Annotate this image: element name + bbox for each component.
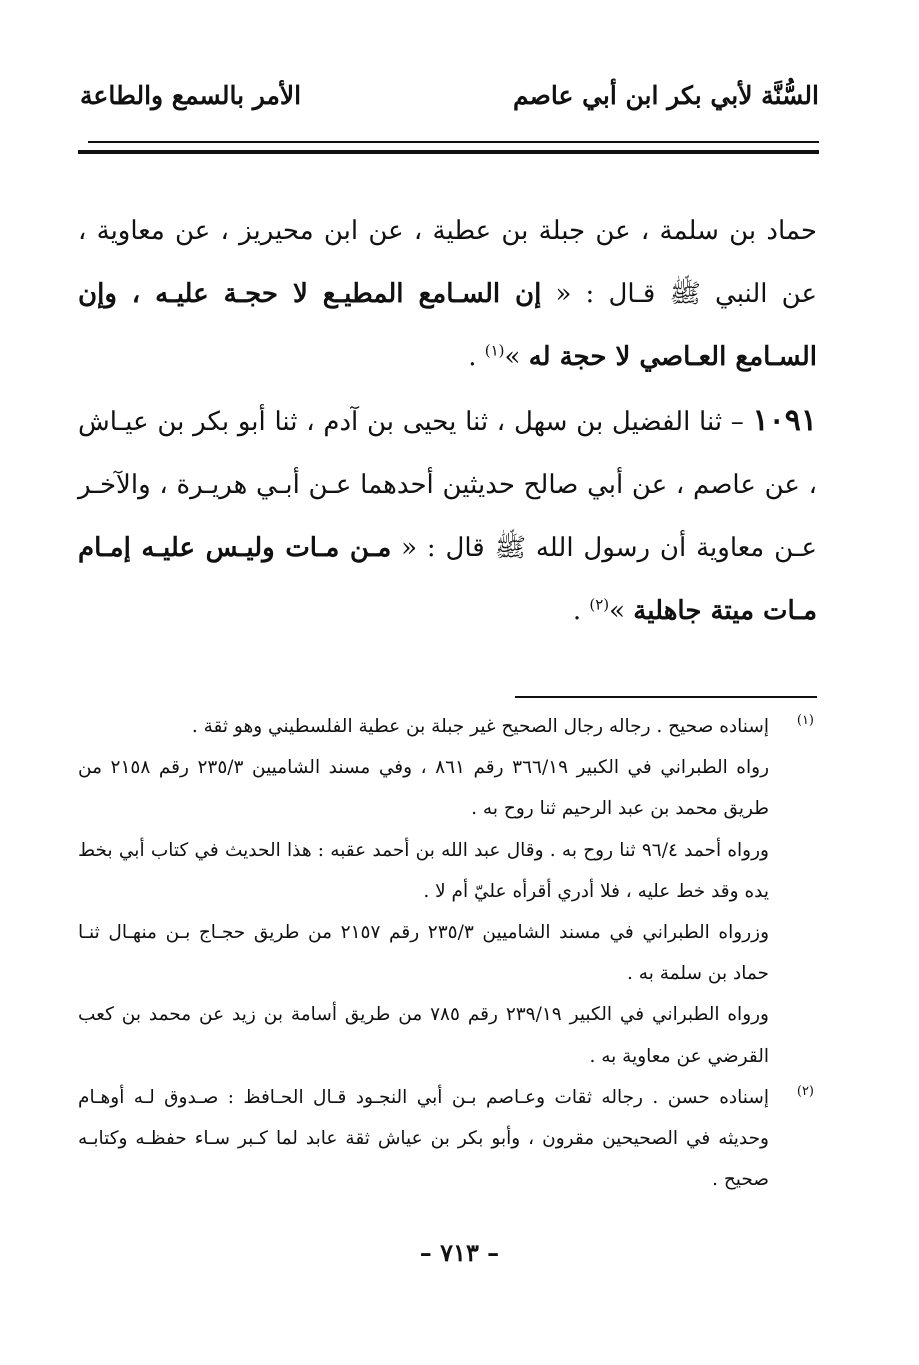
hadith-text-1: إن السـامع المطيـع لا حجـة عليـه ، وإن السـامع العـاصي لا حجة له	[78, 279, 817, 372]
footnote-line: رواه الطبراني في الكبير ٣٦٦/١٩ رقم ٨٦١ ، وفي مسند الشاميين ٢٣٥/٣ رقم ٢١٥٨ من طريق محمد بن عبد الرحيم ثنا روح به .	[78, 757, 770, 820]
footnote-2	[78, 1077, 814, 1201]
footnotes	[78, 706, 814, 1200]
hadith-number: ١٠٩١	[752, 403, 817, 438]
footnote-1	[78, 706, 814, 1077]
footnote-line: ورواه أحمد ٩٦/٤ ثنا روح به . وقال عبد الله بن أحمد عقبه : هذا الحديث في كتاب أبي بخط يده وقد خط عليه ، فلا أدري أقرأه عليّ أم لا .	[78, 839, 769, 902]
footnote-mark: (٢)	[796, 1083, 814, 1099]
paragraph-1-close-quote: »	[504, 342, 529, 372]
footnote-separator	[515, 696, 817, 698]
paragraph-1-text: حماد بن سلمة ، عن جبلة بن عطية ، عن ابن محيريز ، عن معاوية ، عن النبي ﷺ قـال : «	[78, 216, 817, 309]
footnote-ref-1: (١)	[484, 341, 505, 360]
footnote-line: ورواه الطبراني في الكبير ٢٣٩/١٩ رقم ٧٨٥ من طريق أسامة بن زيد عن محمد بن كعب القرضي عن معاوية به .	[78, 1004, 769, 1067]
chapter-title: الأمر بالسمع والطاعة	[80, 80, 302, 110]
hadith-text-2: مـن مـات وليـس عليـه إمـام مـات ميتة جاهلية	[78, 533, 817, 626]
page-number: – ٧١٣ –	[419, 1238, 500, 1267]
footnote-ref-2: (٢)	[589, 595, 610, 614]
running-header	[80, 70, 819, 120]
paragraph-1-end: .	[468, 342, 485, 372]
footnote-line: إسناده حسن . رجاله ثقات وعـاصم بـن أبي النجـود قـال الحـافظ : صـدوق لـه أوهـام وحديثه في الصحيحين مقرون ، وأبو بكر بن عياش ثقة عابد لما كـبر سـاء حفظـه وكتابـه صحيح .	[78, 1086, 769, 1191]
footnote-body	[78, 706, 769, 1077]
footnote-mark: (١)	[796, 713, 814, 728]
main-text	[78, 200, 817, 643]
header-rule-thin	[88, 141, 819, 143]
book-title: السُّنَّة لأبي بكر ابن أبي عاصم	[512, 80, 819, 110]
footnote-body	[78, 1077, 769, 1201]
paragraph-2-close-quote: »	[609, 596, 634, 626]
paragraph-2-text: – ثنا الفضيل بن سهل ، ثنا يحيى بن آدم ، ثنا أبو بكر بن عيـاش ، عن عاصم ، عن أبي صالح حديثين أحدهما عـن أبـي هريـرة ، والآخـر عـن معاوية أن رسول الله ﷺ قال : «	[78, 407, 817, 563]
paragraph-2	[78, 389, 817, 643]
paragraph-1	[78, 200, 817, 389]
paragraph-2-end: .	[572, 596, 590, 626]
footnote-line: إسناده صحيح . رجاله رجال الصحيح غير جبلة بن عطية الفلسطيني وهو ثقة .	[191, 716, 769, 737]
footnote-line: وزرواه الطبراني في مسند الشاميين ٢٣٥/٣ رقم ٢١٥٧ من طريق حجـاج بـن منهـال ثنـا حماد بن سلمة به .	[78, 922, 770, 985]
header-rule-thick	[78, 150, 819, 154]
